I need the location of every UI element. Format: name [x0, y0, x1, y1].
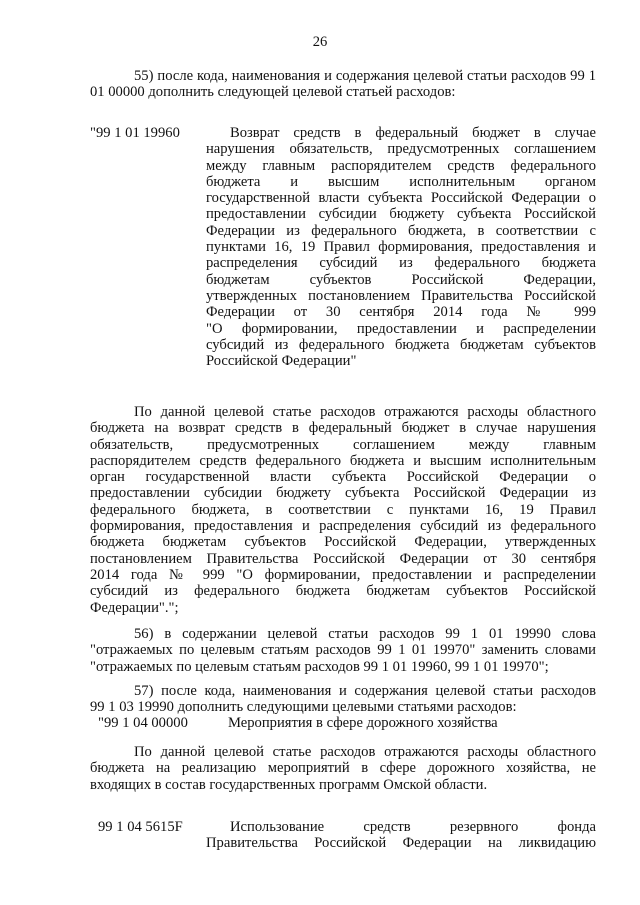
text-line: бюджета и высшим исполнительным органом [206, 173, 596, 190]
text-line: Федерации"."; [90, 599, 179, 616]
text-line: нарушения обязательств, предусмотренных соглашением [206, 141, 596, 158]
text-line: предоставлении субсидии бюджету субъекта Российской [206, 206, 596, 223]
text-line: Российской Федерации" [206, 353, 357, 370]
text-line: утвержденных постановлением Правительства Российской [206, 287, 596, 304]
text-line: распорядителем средств федерального бюджета и высшим исполнительным [90, 452, 596, 469]
text-line: 57) после кода, наименования и содержания целевой статьи расходов [134, 683, 596, 699]
text-line: государственной власти субъекта Российской Федерации о [206, 190, 596, 207]
text-line: обязательств, предусмотренных соглашением между главным [90, 436, 596, 453]
entry-99-1-04-00000 [90, 715, 596, 735]
entry-name [206, 125, 596, 369]
entry-code: 99 1 04 5615F [98, 819, 183, 835]
item-55-intro: 55) после кода, наименования и содержания целевой статьи расходов 99 1 01 00000 дополнить следующей целевой статьей расходов: [90, 68, 596, 101]
text-line: субсидий из федерального бюджета бюджетам субъектов Российской [90, 583, 596, 600]
item-57-intro [90, 683, 596, 716]
text-line: постановлением Правительства Российской Федерации от 30 сентября [90, 550, 596, 567]
text-line: "отражаемых по целевым статьям расходов 99 1 01 19970" заменить словами [90, 642, 596, 659]
entry-description [90, 744, 596, 793]
text-line: пунктами 16, 19 Правил формирования, предоставления и [206, 239, 596, 256]
item-56-paragraph [90, 626, 596, 675]
page-number: 26 [312, 34, 328, 50]
text-line: По данной целевой статье расходов отражаются расходы областного [134, 744, 596, 760]
text-line: По данной целевой статье расходов отражаются расходы областного [134, 404, 596, 420]
text-line: Федерации из федерального бюджета, в соответствии с [206, 222, 596, 239]
text-line: Федерации от 30 сентября 2014 года № 999 [206, 304, 596, 321]
text-line: между главным распорядителем средств федерального [206, 157, 596, 174]
text-line: бюджетам субъектов Российской Федерации, [206, 271, 596, 288]
text-line: субсидий из федерального бюджета бюджетам субъектов [206, 336, 596, 353]
text-line: орган государственной власти субъекта Российской Федерации о [90, 469, 596, 486]
text-line: Использование средств резервного фонда [230, 819, 596, 835]
text-line: бюджета бюджетам субъектов Российской Федерации, утвержденных [90, 534, 596, 551]
text-line: 2014 года № 999 "О формировании, предоставлении и распределении [90, 566, 596, 583]
text-line: формирования, предоставления и распределения субсидий из федерального [90, 518, 596, 535]
text-line: бюджета на реализацию мероприятий в сфере дорожного хозяйства, не [90, 760, 596, 777]
text-line: входящих в состав государственных программ Омской области. [90, 776, 488, 793]
entry-description [90, 404, 596, 616]
text-line: бюджета на возврат средств в федеральный бюджет в случае нарушения [90, 420, 596, 437]
text-line: 56) в содержании целевой статьи расходов 99 1 01 19990 слова [134, 626, 596, 642]
entry-99-1-04-5615F [90, 819, 596, 855]
text-line: Правительства Российской Федерации на ликвидацию [206, 835, 596, 852]
text-line: "отражаемых по целевым статьям расходов 99 1 01 19960, 99 1 01 19970"; [90, 658, 549, 675]
entry-name: Мероприятия в сфере дорожного хозяйства [228, 715, 498, 731]
text-line: федерального бюджета, в соответствии с пунктами 16, 19 Правил [90, 501, 596, 518]
text-line: распределения субсидий из федерального бюджета [206, 255, 596, 272]
entry-code: "99 1 04 00000 [98, 715, 188, 731]
text-line: предоставлении субсидии бюджету субъекта Российской Федерации из [90, 485, 596, 502]
entry-name [206, 819, 596, 852]
text-line: 99 1 03 19990 дополнить следующими целевыми статьями расходов: [90, 699, 517, 716]
text-line: Возврат средств в федеральный бюджет в случае [230, 125, 596, 141]
text-line: "О формировании, предоставлении и распределении [206, 320, 596, 337]
entry-99-1-01-19960 [90, 125, 596, 375]
entry-code: "99 1 01 19960 [90, 125, 180, 141]
